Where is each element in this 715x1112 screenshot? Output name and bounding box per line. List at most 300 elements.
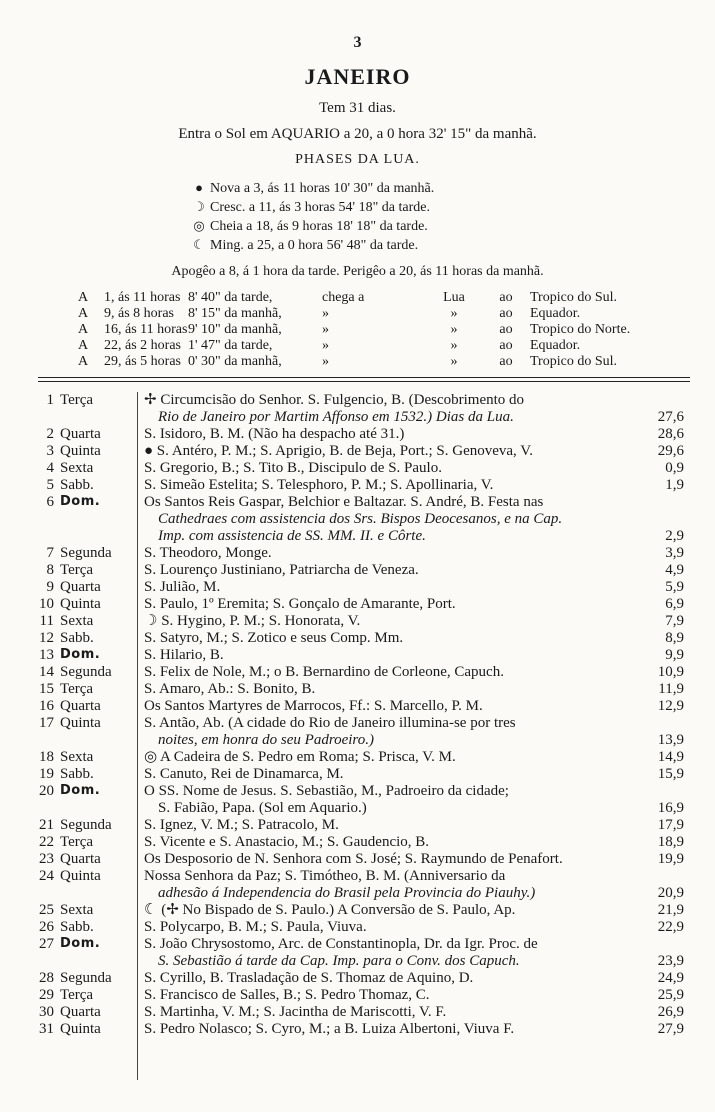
day-entry-line	[144, 715, 684, 732]
saint-text: Cathedraes com assistencia dos Srs. Bispos Deocesanos, e na Cap.	[158, 511, 563, 527]
moon-position-cell: 0' 30" da manhã,	[188, 354, 282, 369]
calendar-day-row	[34, 902, 684, 919]
month-title: JANEIRO	[304, 64, 411, 89]
day-entries	[138, 851, 684, 868]
moon-position-cell: Tropico do Norte.	[530, 322, 631, 337]
day-entry-line	[144, 851, 684, 868]
weekday: Quarta	[60, 579, 101, 595]
moon-age-value: 8,9	[665, 630, 684, 646]
day-number: 14	[39, 664, 54, 680]
day-number: 30	[39, 1004, 54, 1020]
moon-age-value: 20,9	[657, 885, 684, 901]
saint-text: ☽ S. Hygino, P. M.; S. Honorata, V.	[144, 613, 361, 629]
moon-age-value: 12,9	[657, 698, 684, 714]
moon-position-cell: 1' 47" da tarde,	[188, 338, 273, 353]
calendar-day-row	[34, 868, 684, 902]
day-entries	[138, 613, 684, 630]
moon-position-cell: A	[78, 354, 89, 369]
moon-age-value: 24,9	[657, 970, 684, 986]
day-entries	[138, 919, 684, 936]
month-days-count: Tem 31 dias.	[319, 100, 396, 116]
moon-age-value: 18,9	[657, 834, 684, 850]
saint-text: S. Paulo, 1º Eremita; S. Gonçalo de Amarante, Port.	[144, 596, 456, 612]
day-entries	[138, 494, 684, 545]
saint-text: Os Santos Reis Gaspar, Belchior e Baltazar. S. André, B. Festa nas	[144, 494, 544, 510]
moon-age-value: 1,9	[665, 477, 684, 493]
day-entry-line	[144, 664, 684, 681]
moon-phase-text: Nova a 3, ás 11 horas 10' 30" da manhã.	[210, 181, 435, 196]
day-entry-line	[144, 392, 684, 409]
calendar-day-row	[34, 1021, 684, 1038]
calendar-day-row	[34, 579, 684, 596]
day-entry-line	[144, 987, 684, 1004]
calendar-day-row	[34, 987, 684, 1004]
day-entries	[138, 715, 684, 749]
day-number: 23	[39, 851, 54, 867]
calendar-day-row	[34, 783, 684, 817]
day-entry-line	[144, 698, 684, 715]
calendar-day-row	[34, 545, 684, 562]
saint-text: S. Polycarpo, B. M.; S. Paula, Viuva.	[144, 919, 367, 935]
calendar-day-row	[34, 460, 684, 477]
moon-age-value: 10,9	[657, 664, 684, 680]
day-entry-line	[144, 460, 684, 477]
moon-position-cell: Equador.	[530, 306, 581, 321]
day-entries	[138, 970, 684, 987]
moon-position-cell: »	[322, 338, 329, 353]
weekday: Sexta	[60, 460, 94, 476]
moon-age-value: 9,9	[665, 647, 684, 663]
saint-text: S. Ignez, V. M.; S. Patracolo, M.	[144, 817, 339, 833]
moon-phase-row	[188, 235, 434, 254]
day-entry-line	[144, 630, 684, 647]
calendar-day-row	[34, 851, 684, 868]
day-number: 19	[39, 766, 54, 782]
day-number: 6	[46, 494, 54, 510]
moon-phase-row	[188, 178, 434, 197]
day-number: 27	[39, 936, 54, 952]
day-entry-line	[144, 681, 684, 698]
moon-position-cell: 8' 15" da manhã,	[188, 306, 282, 321]
moon-position-cell: 16, ás 11 horas	[104, 322, 188, 337]
weekday: Dom.	[60, 647, 101, 662]
day-number: 9	[46, 579, 54, 595]
saint-text: S. Satyro, M.; S. Zotico e seus Comp. Mm.	[144, 630, 404, 646]
saint-text: S. Isidoro, B. M. (Não ha despacho até 31.)	[144, 426, 405, 442]
moon-age-value: 0,9	[665, 460, 684, 476]
day-entries	[138, 936, 684, 970]
day-entries	[138, 392, 684, 426]
day-entry-line	[144, 562, 684, 579]
day-entry-line	[144, 749, 684, 766]
day-entries	[138, 1004, 684, 1021]
day-entries	[138, 562, 684, 579]
calendar-days	[34, 392, 684, 1038]
moon-phases-list	[188, 178, 434, 254]
moon-position-cell: 22, ás 2 horas	[104, 338, 181, 353]
moon-age-value	[638, 511, 684, 528]
moon-position-cell: 29, ás 5 horas	[104, 354, 181, 369]
moon-phase-text: Ming. a 25, a 0 hora 56' 48" da tarde.	[210, 238, 419, 253]
day-entry-line	[144, 443, 684, 460]
day-entry-line	[144, 494, 684, 511]
moon-position-row	[78, 354, 630, 370]
saint-text: S. Felix de Nole, M.; o B. Bernardino de Corleone, Capuch.	[144, 664, 504, 680]
moon-position-cell: A	[78, 322, 89, 337]
first-quarter-icon: ☽	[193, 199, 205, 214]
calendar-day-row	[34, 766, 684, 783]
moon-age-value: 21,9	[657, 902, 684, 918]
day-entries	[138, 596, 684, 613]
day-entries	[138, 868, 684, 902]
saint-text: Os Desposorio de N. Senhora com S. José; S. Raymundo de Penafort.	[144, 851, 563, 867]
day-entry-line	[144, 902, 684, 919]
moon-age-value: 25,9	[657, 987, 684, 1003]
moon-position-row	[78, 322, 630, 338]
moon-age-value: 27,9	[657, 1021, 684, 1037]
saint-text: S. Canuto, Rei de Dinamarca, M.	[144, 766, 344, 782]
calendar-day-row	[34, 681, 684, 698]
weekday: Quinta	[60, 596, 101, 612]
day-number: 28	[39, 970, 54, 986]
calendar-day-row	[34, 919, 684, 936]
saint-text: ✢ Circumcisão do Senhor. S. Fulgencio, B. (Descobrimento do	[144, 392, 525, 408]
saint-text: S. Pedro Nolasco; S. Cyro, M.; a B. Luiza Albertoni, Viuva F.	[144, 1021, 515, 1037]
calendar-day-row	[34, 970, 684, 987]
day-entry-line	[144, 647, 684, 664]
day-entries	[138, 664, 684, 681]
day-number: 16	[39, 698, 54, 714]
moon-age-value: 23,9	[657, 953, 684, 969]
day-number: 2	[46, 426, 54, 442]
day-number: 15	[39, 681, 54, 697]
moon-position-cell: Tropico do Sul.	[530, 354, 618, 369]
saint-text: Imp. com assistencia de SS. MM. II. e Côrte.	[158, 528, 426, 544]
moon-position-row	[78, 290, 630, 306]
saint-text: S. Simeão Estelita; S. Telesphoro, P. M.; S. Apollinaria, V.	[144, 477, 494, 493]
weekday: Quinta	[60, 868, 101, 884]
saint-text: O SS. Nome de Jesus. S. Sebastião, M., Padroeiro da cidade;	[144, 783, 509, 799]
moon-phases-heading: PHASES DA LUA.	[295, 152, 420, 167]
day-entries	[138, 579, 684, 596]
weekday: Quarta	[60, 1004, 101, 1020]
saint-text: S. Lourenço Justiniano, Patriarcha de Veneza.	[144, 562, 419, 578]
moon-age-value: 16,9	[657, 800, 684, 816]
moon-age-value: 22,9	[657, 919, 684, 935]
day-entry-line	[144, 800, 684, 817]
saint-text: S. Sebastião á tarde da Cap. Imp. para o Conv. dos Capuch.	[158, 953, 520, 969]
moon-phase-row	[188, 216, 434, 235]
day-entries	[138, 783, 684, 817]
day-number: 25	[39, 902, 54, 918]
moon-position-cell: Tropico do Sul.	[530, 290, 618, 305]
day-entries	[138, 766, 684, 783]
day-number: 8	[46, 562, 54, 578]
day-number: 21	[39, 817, 54, 833]
moon-position-cell: »	[450, 306, 458, 321]
day-number: 12	[39, 630, 54, 646]
calendar-day-row	[34, 392, 684, 426]
saint-text: S. Theodoro, Monge.	[144, 545, 272, 561]
day-entries	[138, 630, 684, 647]
moon-age-value: 17,9	[657, 817, 684, 833]
day-entries	[138, 443, 684, 460]
moon-position-cell: A	[78, 338, 89, 353]
moon-phase-text: Cheia a 18, ás 9 horas 18' 18" da tarde.	[210, 219, 428, 234]
day-entry-line	[144, 613, 684, 630]
moon-age-value: 28,6	[657, 426, 684, 442]
saint-text: noites, em honra do seu Padroeiro.)	[158, 732, 374, 748]
apogee-perigee-note: Apogêo a 8, á 1 hora da tarde. Perigêo a 20, ás 11 horas da manhã.	[171, 264, 544, 279]
moon-age-value	[638, 392, 684, 409]
day-entries	[138, 987, 684, 1004]
day-number: 18	[39, 749, 54, 765]
moon-age-value	[638, 783, 684, 800]
calendar-day-row	[34, 477, 684, 494]
day-number: 20	[39, 783, 54, 799]
weekday: Segunda	[60, 970, 112, 986]
moon-age-value	[638, 715, 684, 732]
saint-text: S. Amaro, Ab.: S. Bonito, B.	[144, 681, 316, 697]
day-number: 7	[46, 545, 54, 561]
calendar-day-row	[34, 426, 684, 443]
moon-age-value: 3,9	[665, 545, 684, 561]
day-entry-line	[144, 579, 684, 596]
weekday: Terça	[60, 987, 94, 1003]
day-number: 22	[39, 834, 54, 850]
moon-position-cell: 1, ás 11 horas	[104, 290, 181, 305]
saint-text: ☾ (✢ No Bispado de S. Paulo.) A Conversão de S. Paulo, Ap.	[144, 902, 516, 918]
moon-age-value: 27,6	[657, 409, 684, 425]
day-entries	[138, 1021, 684, 1038]
weekday: Quinta	[60, 1021, 101, 1037]
moon-age-value: 14,9	[657, 749, 684, 765]
weekday: Dom.	[60, 783, 101, 798]
weekday: Sexta	[60, 902, 94, 918]
saint-text: Nossa Senhora da Paz; S. Timótheo, B. M. (Anniversario da	[144, 868, 506, 884]
moon-age-value: 15,9	[657, 766, 684, 782]
calendar-day-row	[34, 494, 684, 545]
calendar-day-row	[34, 715, 684, 749]
weekday: Quinta	[60, 443, 101, 459]
weekday: Terça	[60, 834, 94, 850]
saint-text: S. Francisco de Salles, B.; S. Pedro Thomaz, C.	[144, 987, 430, 1003]
day-entry-line	[144, 596, 684, 613]
moon-age-value: 5,9	[665, 579, 684, 595]
moon-position-cell: Lua	[443, 290, 465, 305]
calendar-day-row	[34, 698, 684, 715]
day-number: 17	[39, 715, 54, 731]
moon-position-cell: ao	[499, 354, 513, 369]
day-entry-line	[144, 919, 684, 936]
day-entry-line	[144, 477, 684, 494]
moon-age-value: 7,9	[665, 613, 684, 629]
divider-rule	[38, 381, 690, 382]
moon-position-row	[78, 306, 630, 322]
day-number: 5	[46, 477, 54, 493]
day-number: 24	[39, 868, 54, 884]
saint-text: S. Julião, M.	[144, 579, 221, 595]
weekday: Sabb.	[60, 477, 94, 493]
weekday: Terça	[60, 681, 94, 697]
saint-text: adhesão á Independencia do Brasil pela Provincia do Piauhy.)	[158, 885, 536, 901]
day-number: 13	[39, 647, 54, 663]
calendar-day-row	[34, 596, 684, 613]
day-number: 10	[39, 596, 54, 612]
sun-entry-note: Entra o Sol em AQUARIO a 20, a 0 hora 32' 15" da manhã.	[178, 126, 537, 142]
weekday: Quinta	[60, 715, 101, 731]
weekday: Sabb.	[60, 919, 94, 935]
day-entries	[138, 647, 684, 664]
day-entry-line	[144, 766, 684, 783]
calendar-day-row	[34, 613, 684, 630]
day-entries	[138, 545, 684, 562]
day-entry-line	[144, 868, 684, 885]
day-entry-line	[144, 834, 684, 851]
calendar-day-row	[34, 443, 684, 460]
day-number: 31	[39, 1021, 54, 1037]
weekday: Quarta	[60, 426, 101, 442]
day-entry-line	[144, 970, 684, 987]
saint-text: S. Gregorio, B.; S. Tito B., Discipulo de S. Paulo.	[144, 460, 442, 476]
moon-position-cell: ao	[499, 338, 513, 353]
weekday: Terça	[60, 392, 94, 408]
moon-position-cell: »	[450, 354, 458, 369]
moon-position-cell: »	[450, 322, 458, 337]
new-moon-icon: ●	[195, 180, 203, 195]
day-entries	[138, 698, 684, 715]
day-entries	[138, 460, 684, 477]
weekday: Quarta	[60, 851, 101, 867]
moon-position-cell: ao	[499, 322, 513, 337]
last-quarter-icon: ☾	[193, 237, 205, 252]
saint-text: S. Martinha, V. M.; S. Jacintha de Mariscotti, V. F.	[144, 1004, 447, 1020]
moon-age-value	[638, 936, 684, 953]
weekday: Segunda	[60, 545, 112, 561]
calendar-day-row	[34, 647, 684, 664]
calendar-day-row	[34, 664, 684, 681]
day-entry-line	[144, 1021, 684, 1038]
weekday: Sabb.	[60, 766, 94, 782]
calendar-day-row	[34, 749, 684, 766]
weekday: Terça	[60, 562, 94, 578]
day-entries	[138, 834, 684, 851]
weekday: Sexta	[60, 749, 94, 765]
day-entry-line	[144, 426, 684, 443]
moon-position-cell: A	[78, 306, 89, 321]
saint-text: ● S. Antéro, P. M.; S. Aprigio, B. de Beja, Port.; S. Genoveva, V.	[144, 443, 533, 459]
saint-text: S. Antão, Ab. (A cidade do Rio de Janeiro illumina-se por tres	[144, 715, 516, 731]
day-entry-line	[144, 545, 684, 562]
day-number: 26	[39, 919, 54, 935]
moon-position-cell: »	[322, 306, 329, 321]
moon-age-value: 29,6	[657, 443, 684, 459]
moon-position-table	[78, 290, 630, 370]
day-entry-line	[144, 1004, 684, 1021]
moon-age-value	[638, 494, 684, 511]
moon-position-cell: ao	[499, 290, 513, 305]
day-entries	[138, 817, 684, 834]
calendar-day-row	[34, 1004, 684, 1021]
day-entry-line	[144, 817, 684, 834]
day-entries	[138, 681, 684, 698]
day-entries	[138, 749, 684, 766]
moon-position-cell: »	[322, 354, 329, 369]
day-number: 1	[46, 392, 54, 408]
moon-phase-row	[188, 197, 434, 216]
day-entry-line	[144, 409, 684, 426]
full-moon-icon: ◎	[193, 218, 205, 233]
saint-text: Os Santos Martyres de Marrocos, Ff.: S. Marcello, P. M.	[144, 698, 483, 714]
day-entries	[138, 426, 684, 443]
day-entry-line	[144, 936, 684, 953]
page-number: 3	[353, 34, 362, 51]
day-entry-line	[144, 732, 684, 749]
day-number: 11	[39, 613, 54, 629]
calendar-day-row	[34, 936, 684, 970]
moon-age-value: 4,9	[665, 562, 684, 578]
moon-position-cell: »	[322, 322, 329, 337]
moon-phase-text: Cresc. a 11, ás 3 horas 54' 18" da tarde.	[210, 200, 430, 215]
day-entry-line	[144, 528, 684, 545]
saint-text: S. Vicente e S. Anastacio, M.; S. Gaudencio, B.	[144, 834, 430, 850]
day-entry-line	[144, 953, 684, 970]
calendar-day-row	[34, 834, 684, 851]
day-number: 29	[39, 987, 54, 1003]
moon-age-value: 19,9	[657, 851, 684, 867]
day-entries	[138, 902, 684, 919]
day-entry-line	[144, 511, 684, 528]
moon-position-cell: 9' 10" da manhã,	[188, 322, 282, 337]
weekday: Sabb.	[60, 630, 94, 646]
moon-position-row	[78, 338, 630, 354]
weekday: Sexta	[60, 613, 94, 629]
moon-age-value: 26,9	[657, 1004, 684, 1020]
weekday: Dom.	[60, 936, 101, 951]
moon-position-cell: chega a	[322, 290, 365, 305]
day-entry-line	[144, 885, 684, 902]
moon-position-cell: »	[450, 338, 458, 353]
calendar-day-row	[34, 817, 684, 834]
weekday: Segunda	[60, 664, 112, 680]
saint-text: Rio de Janeiro por Martim Affonso em 1532.) Dias da Lua.	[158, 409, 514, 425]
saint-text: S. Cyrillo, B. Trasladação de S. Thomaz de Aquino, D.	[144, 970, 474, 986]
moon-age-value	[638, 868, 684, 885]
weekday: Segunda	[60, 817, 112, 833]
day-number: 4	[46, 460, 54, 476]
weekday: Dom.	[60, 494, 101, 509]
weekday: Quarta	[60, 698, 101, 714]
divider-rule	[38, 377, 690, 378]
day-number: 3	[46, 443, 54, 459]
day-entries	[138, 477, 684, 494]
saint-text: S. João Chrysostomo, Arc. de Constantinopla, Dr. da Igr. Proc. de	[144, 936, 538, 952]
moon-position-cell: 9, ás 8 horas	[104, 306, 174, 321]
calendar-day-row	[34, 630, 684, 647]
moon-age-value: 13,9	[657, 732, 684, 748]
moon-age-value: 2,9	[665, 528, 684, 544]
calendar-day-row	[34, 562, 684, 579]
day-entry-line	[144, 783, 684, 800]
moon-position-cell: 8' 40" da tarde,	[188, 290, 273, 305]
moon-position-cell: Equador.	[530, 338, 581, 353]
saint-text: ◎ A Cadeira de S. Pedro em Roma; S. Prisca, V. M.	[144, 749, 456, 765]
saint-text: S. Fabião, Papa. (Sol em Aquario.)	[158, 800, 367, 816]
saint-text: S. Hilario, B.	[144, 647, 224, 663]
moon-age-value: 6,9	[665, 596, 684, 612]
moon-position-cell: ao	[499, 306, 513, 321]
moon-position-cell: A	[78, 290, 89, 305]
